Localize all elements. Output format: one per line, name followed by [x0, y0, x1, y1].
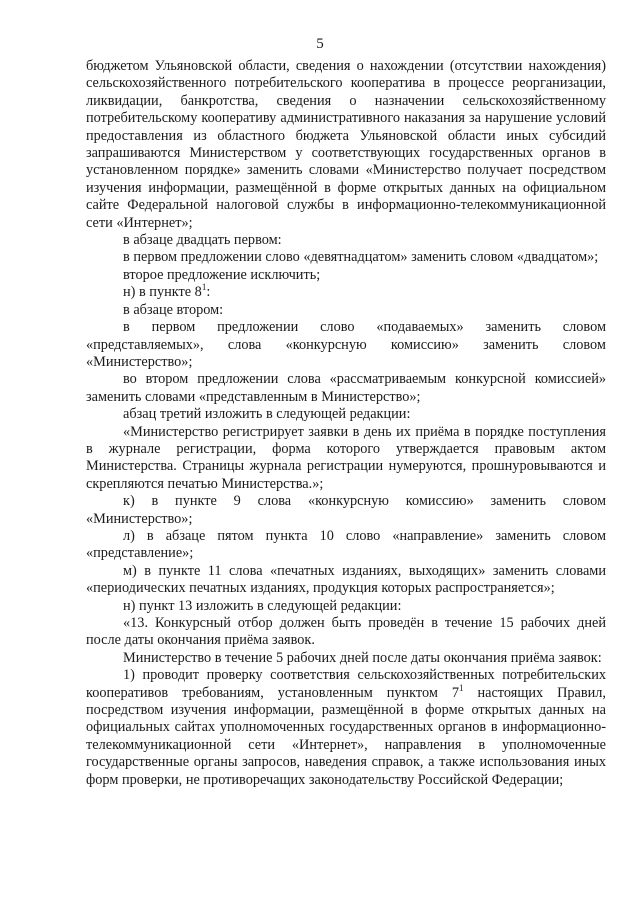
document-body — [86, 58, 606, 789]
paragraph: в абзаце втором: — [123, 301, 224, 318]
paragraph: 1) проводит проверку соответствия сельскохозяйственных потребительских кооперативов требованиям, установленным пунктом $7^1$ настоящих Правил, посредством изучения информации, размещённой в форме открытых данных на официальных сайтах уполномоченных государственных органов в информационно-телекоммуникационной сети «Интернет», направления в уполномоченные государственные органы запросов, наведения справок, а также использования иных форм проверки, не противоречащих законодательству Российской Федерации; — [86, 667, 606, 788]
paragraph: Министерство в течение 5 рабочих дней после даты окончания приёма заявок: — [123, 649, 602, 666]
paragraph: н) в пункте $8^1$: — [123, 282, 211, 301]
paragraph: в первом предложении слово «подаваемых» заменить словом «представляемых», слова «конкурсную комиссию» заменить словом «Министерство»; — [86, 319, 606, 370]
paragraph: второе предложение исключить; — [123, 266, 321, 283]
paragraph: «13. Конкурсный отбор должен быть проведён в течение 15 рабочих дней после даты окончания приёма заявок. — [86, 615, 606, 649]
paragraph: л) в абзаце пятом пункта 10 слово «направление» заменить словом «представление»; — [86, 527, 606, 562]
page-number: 5 — [316, 36, 324, 52]
superscript: 1 — [201, 282, 207, 293]
paragraph: м) в пункте 11 слова «печатных изданиях, выходящих» заменить словами «периодических печатных изданиях, продукция которых распространяется»; — [86, 562, 606, 597]
paragraph: к) в пункте 9 слова «конкурсную комиссию» заменить словом «Министерство»; — [86, 493, 606, 527]
paragraph: «Министерство регистрирует заявки в день их приёма в порядке поступления в журнале регистрации, форма которого утверждается правовым актом Министерства. Страницы журнала регистрации нумеруются, прошнуровываются и скрепляются печатью Министерства.»; — [86, 423, 606, 492]
superscript: 1 — [459, 682, 464, 693]
paragraph: во втором предложении слова «рассматриваемым конкурсной комиссией» заменить словами «представленным в Министерство»; — [86, 371, 606, 405]
paragraph: в абзаце двадцать первом: — [123, 232, 282, 249]
paragraph: абзац третий изложить в следующей редакции: — [123, 406, 411, 423]
paragraph: н) пункт 13 изложить в следующей редакции: — [123, 597, 402, 614]
paragraph: бюджетом Ульяновской области, сведения о нахождении (отсутствии нахождения) сельскохозяйственного потребительского кооператива в процессе реорганизации, ликвидации, банкротства, сведения о назначении сельскохозяйственному потребительскому кооперативу административного наказания за нарушение условий предоставления из областного бюджета Ульяновской области иных субсидий запрашиваются Министерством у соответствующих государственных органов в установленном порядке» заменить словами «Министерство получает посредством изучения информации, размещённой в форме открытых данных на официальном сайте Федеральной налоговой службы в информационно-телекоммуникационной сети «Интернет»; — [86, 58, 606, 231]
paragraph: в первом предложении слово «девятнадцатом» заменить словом «двадцатом»; — [123, 249, 599, 266]
